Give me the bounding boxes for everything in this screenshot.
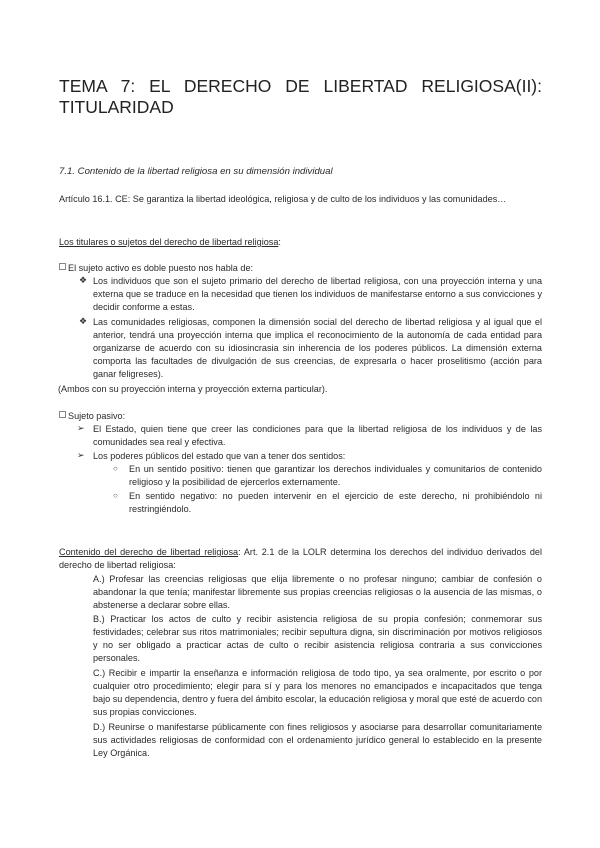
page-title: TEMA 7: EL DERECHO DE LIBERTAD RELIGIOSA(II): TITULARIDAD <box>59 76 542 117</box>
sujeto-activo-note: (Ambos con su proyección interna y proyección externa particular). <box>58 384 328 394</box>
contenido-heading: Contenido del derecho de libertad religiosa <box>59 547 239 557</box>
contenido-item: B.) Practicar los actos de culto y recibir asistencia religiosa de su propia confesión; conmemorar sus festividades; celebrar sus ritos matrimoniales; recibir sepultura digna, sin discriminación por motivos religiosos y no ser obligado a practicar actas de culto o recibir asistencia religiosa contraria a sus convicciones personales. <box>93 614 542 663</box>
sujeto-pasivo-heading <box>59 410 125 423</box>
titulares-colon: : <box>278 237 281 247</box>
arrow-bullet-icon: ➢ <box>77 423 85 433</box>
sujeto-activo-item: Las comunidades religiosas, componen la dimensión social del derecho de libertad religiosa y al igual que el anterior, tendrá una proyección interna que implica el reconocimiento de la autonomía de cada entidad para organizarse de acuerdo con su idiosincrasia sin inherencia de los poderes públicos. La dimensión externa comporta las facultades de divulgación de sus creencias, de expresarla o hacer proselitismo (acción para ganar feligreses). <box>93 317 542 379</box>
square-bullet-icon <box>59 263 66 270</box>
titulares-heading-text: Los titulares o sujetos del derecho de libertad religiosa <box>59 237 279 247</box>
sujeto-pasivo-subitem: En un sentido positivo: tienen que garantizar los derechos individuales y comunitarios de contenido religioso y la posibilidad de ejercerlos externamente. <box>129 464 542 487</box>
square-bullet-icon <box>59 411 66 418</box>
sujeto-pasivo-item: El Estado, quien tiene que creer las condiciones para que la libertad religiosa de los individuos y de las comunidades sea real y efectiva. <box>93 424 542 447</box>
circle-bullet-icon: ○ <box>113 491 118 500</box>
sujeto-activo-item: Los individuos que son el sujeto primario del derecho de libertad religiosa, con una proyección interna y una externa que se traduce en la necesidad que tienen los individuos de manifestarse entorno a sus convicciones y decidir conforme a estas. <box>93 276 542 312</box>
circle-bullet-icon: ○ <box>113 464 118 473</box>
article-citation: Artículo 16.1. CE: Se garantiza la libertad ideológica, religiosa y de culto de los individuos y las comunidades… <box>59 194 507 204</box>
sujeto-pasivo-heading-text: Sujeto pasivo: <box>68 411 126 421</box>
diamond-bullet-icon: ❖ <box>79 316 88 326</box>
section-heading: 7.1. Contenido de la libertad religiosa en su dimensión individual <box>59 166 333 177</box>
diamond-bullet-icon: ❖ <box>79 275 88 285</box>
titulares-heading <box>59 236 542 249</box>
contenido-intro: : Art. 2.1 de la LOLR determina los derechos del individuo derivados del derecho de libertad religiosa: <box>59 547 542 570</box>
sujeto-activo-heading-text: El sujeto activo es doble puesto nos habla de: <box>68 263 254 273</box>
sujeto-activo-heading <box>59 262 253 275</box>
contenido-paragraph <box>59 546 542 572</box>
contenido-item: A.) Profesar las creencias religiosas que elija libremente o no profesar ninguno; cambiar de confesión o abandonar la que tenía; manifestar libremente sus propias creencias religiosas o la ausencia de las mismas, o abstenerse a declarar sobre ellas. <box>93 574 542 610</box>
contenido-item: C.) Recibir e impartir la enseñanza e información religiosa de todo tipo, ya sea oralmente, por escrito o por cualquier otro procedimiento; elegir para sí y para los menores no emancipados e incapacitados que tenga bajo su dependencia, dentro y fuera del ámbito escolar, la educación religiosa y moral que esté de acuerdo con sus propias convicciones. <box>93 668 542 717</box>
contenido-item: D.) Reunirse o manifestarse públicamente con fines religiosos y asociarse para desarrollar comunitariamente sus actividades religiosas de conformidad con el ordenamiento jurídico general lo establecido en la presente Ley Orgánica. <box>93 722 542 758</box>
arrow-bullet-icon: ➢ <box>77 450 85 460</box>
sujeto-pasivo-item: Los poderes públicos del estado que van a tener dos sentidos: <box>93 451 346 461</box>
sujeto-pasivo-subitem: En sentido negativo: no pueden intervenir en el ejercicio de este derecho, ni prohibiéndolo ni restringiéndolo. <box>129 491 542 514</box>
